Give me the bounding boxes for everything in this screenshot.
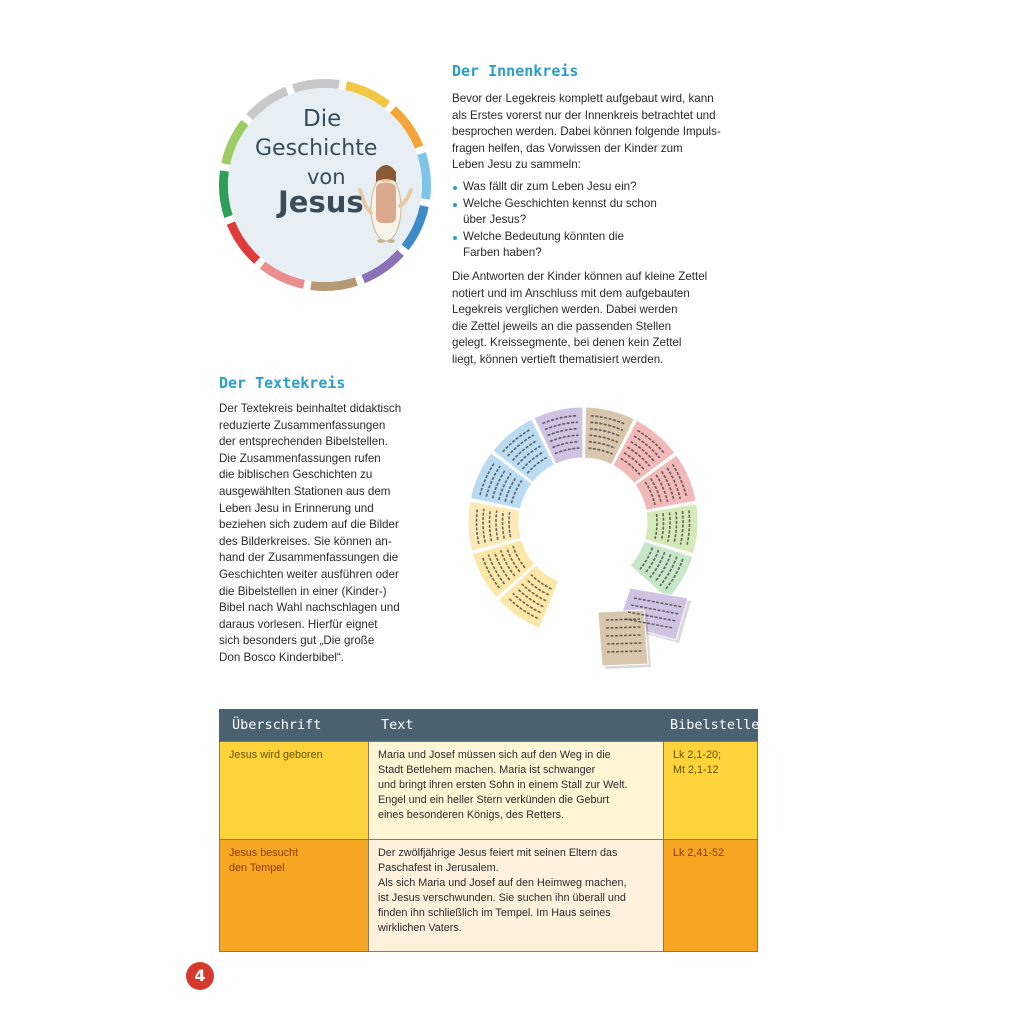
text-line: die biblischen Geschichten zu: [219, 468, 373, 482]
column-header-text: Text: [369, 709, 664, 742]
cell-text: Jesus wird geboren: [229, 749, 323, 761]
list-item-text: Was fällt dir zum Leben Jesu ein?: [463, 179, 637, 193]
cell-text: und bringt ihren ersten Sohn in einem Stall zur Welt.: [378, 779, 628, 791]
row-text-cell: [369, 742, 664, 840]
text-line: fragen helfen, das Vorwissen der Kinder zum: [452, 141, 683, 155]
innenkreis-section: [452, 62, 762, 369]
text-line: des Bilderkreises. Sie können an-: [219, 534, 392, 548]
cell-text: finden ihn schließlich im Tempel. Im Haus seines: [378, 907, 611, 919]
text-line: Der Textekreis beinhaltet didaktisch: [219, 402, 402, 415]
cell-text: Der zwölfjährige Jesus feiert mit seinen Eltern das: [378, 847, 618, 859]
cell-text: Mt 2,1-12: [673, 764, 719, 776]
text-line: daraus vorlesen. Hierfür eignet: [219, 617, 378, 631]
text-line: Bibel nach Wahl nachschlagen und: [219, 601, 400, 615]
list-item-text: Farben haben?: [463, 246, 542, 260]
innenkreis-paragraph-2: [452, 269, 762, 369]
text-line: Geschichten weiter ausführen oder: [219, 567, 399, 581]
text-line: Leben Jesu in Erinnerung und: [219, 501, 374, 515]
text-line: Die Zusammenfassungen rufen: [219, 451, 381, 465]
textekreis-heading: Der Textekreis: [219, 374, 346, 392]
row-reference-cell: [664, 742, 758, 840]
text-line: Don Bosco Kinderbibel“.: [219, 650, 345, 664]
text-line: sich besonders gut „Die große: [219, 634, 375, 648]
text-line: besprochen werden. Dabei können folgende Impuls-: [452, 125, 721, 139]
row-reference-cell: [664, 840, 758, 952]
text-line: Legekreis verglichen werden. Dabei werden: [452, 303, 678, 317]
text-line: die Zettel jeweils an die passenden Stellen: [452, 319, 672, 333]
circle-title-line-4: Jesus: [278, 185, 364, 219]
row-title-cell: [220, 840, 369, 952]
cell-text: eines besonderen Königs, des Retters.: [378, 809, 565, 821]
cell-text: Paschafest in Jerusalem.: [378, 862, 499, 874]
cell-text: ist Jesus verschwunden. Sie suchen ihn überall und: [378, 892, 626, 904]
text-ring-illustration: [458, 402, 708, 674]
text-line: der entsprechenden Bibelstellen.: [219, 435, 388, 449]
list-item: [452, 196, 762, 229]
table-header-row: [220, 709, 758, 742]
text-line: reduzierte Zusammenfassungen: [219, 418, 386, 432]
textekreis-section: [219, 374, 439, 667]
list-item: [452, 179, 762, 196]
text-line: Die Antworten der Kinder können auf kleine Zettel: [452, 269, 708, 283]
table-row: [220, 742, 758, 840]
list-item-text: Welche Geschichten kennst du schon: [463, 196, 657, 210]
table-row: [220, 840, 758, 952]
text-line: beziehen sich zudem auf die Bilder: [219, 518, 399, 532]
column-header-ueberschrift: Überschrift: [220, 709, 369, 742]
text-line: gelegt. Kreissegmente, bei denen kein Zettel: [452, 336, 682, 350]
text-line: als Erstes vorerst nur der Innenkreis betrachtet und: [452, 108, 716, 122]
text-line: Leben Jesu zu sammeln:: [452, 158, 581, 172]
cell-text: Stadt Betlehem machen. Maria ist schwanger: [378, 764, 596, 776]
text-line: Bevor der Legekreis komplett aufgebaut wird, kann: [452, 92, 714, 105]
text-line: hand der Zusammenfassungen die: [219, 551, 399, 565]
innenkreis-heading: Der Innenkreis: [452, 62, 579, 80]
row-text-cell: [369, 840, 664, 952]
list-item-text: Welche Bedeutung könnten die: [463, 229, 624, 243]
cell-text: Maria und Josef müssen sich auf den Weg in die: [378, 749, 611, 761]
impulse-question-list: [452, 179, 762, 262]
circle-title-line-1: Die: [303, 106, 342, 132]
page-number-badge: 4: [186, 962, 214, 990]
circle-title-line-2: Geschichte: [255, 136, 378, 161]
cell-text: wirklichen Vaters.: [378, 922, 462, 934]
cell-text: den Tempel: [229, 862, 285, 874]
text-line: ausgewählten Stationen aus dem: [219, 484, 391, 498]
cell-text: Als sich Maria und Josef auf den Heimweg machen,: [378, 877, 627, 889]
list-item-text: über Jesus?: [463, 213, 527, 227]
cell-text: Jesus besucht: [229, 847, 299, 859]
circle-title-line-3: von: [307, 165, 346, 189]
cell-text: Engel und ein heller Stern verkünden die Geburt: [378, 794, 610, 806]
row-title-cell: [220, 742, 369, 840]
cell-text: Lk 2,41-52: [673, 847, 725, 859]
loose-text-card: [598, 610, 648, 666]
text-line: notiert und im Anschluss mit dem aufgebauten: [452, 286, 690, 300]
cell-text: Lk 2,1-20;: [673, 749, 722, 761]
text-line: liegt, können vertieft thematisiert werden.: [452, 352, 664, 366]
innenkreis-paragraph-1: [452, 91, 762, 174]
column-header-bibelstelle: Bibelstelle: [664, 709, 758, 742]
list-item: [452, 229, 762, 262]
text-line: die Bibelstellen in einer (Kinder-): [219, 584, 387, 598]
textekreis-paragraph: [219, 401, 439, 667]
summary-table: [219, 709, 758, 952]
